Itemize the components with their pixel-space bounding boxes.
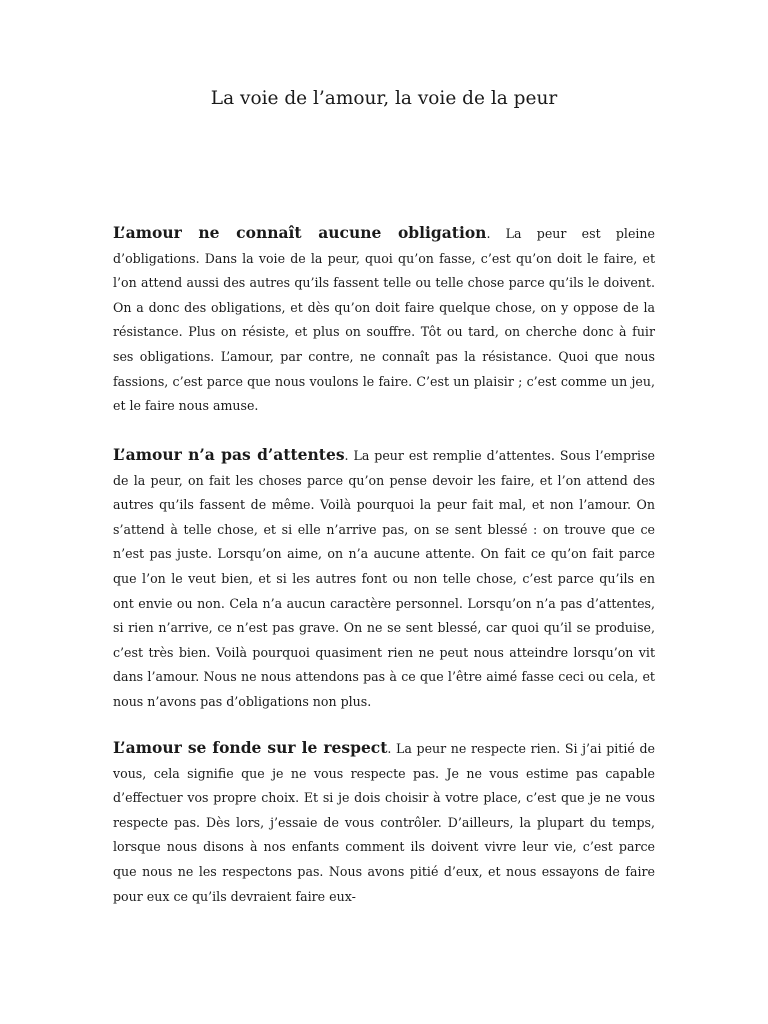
paragraph-body: . La peur est remplie d’attentes. Sous l’emprise de la peur, on fait les choses parce qu’on pense devoir les faire, et l’on attend des autres qu’ils fassent de même. Voilà pourquoi la peur fait mal, et non l’amour. On s’attend à telle chose, et si elle n’arrive pas, on se sent blessé : on trouve que ce n’est pas juste. Lorsqu’on aime, on n’a aucune attente. On fait ce qu’on fait parce que l’on le veut bien, et si les autres font ou non telle chose, c’est parce qu’ils en ont envie ou non. Cela n’a aucun caractère personnel. Lorsqu’on n’a pas d’attentes, si rien n’arrive, ce n’est pas grave. On ne se sent blessé, car quoi qu’il se produise, c’est très bien. Voilà pourquoi quasiment rien ne peut nous atteindre lorsqu’on vit dans l’amour. Nous ne nous attendons pas à ce que l’être aimé fasse ceci ou cela, et nous n’avons pas d’obligations non plus. [113, 448, 655, 709]
paragraph-body: . La peur est pleine d’obligations. Dans la voie de la peur, quoi qu’on fasse, c’est qu’on doit le faire, et l’on attend aussi des autres qu’ils fassent telle ou telle chose parce qu’ils le doivent. On a donc des obligations, et dès qu’on doit faire quelque chose, on y oppose de la résistance. Plus on résiste, et plus on souffre. Tôt ou tard, on cherche donc à fuir ses obligations. L’amour, par contre, ne connaît pas la résistance. Quoi que nous fassions, c’est parce que nous voulons le faire. C’est un plaisir ; c’est comme un jeu, et le faire nous amuse. [113, 226, 655, 414]
paragraph-body: . La peur ne respecte rien. Si j’ai pitié de vous, cela signifie que je ne vous respecte pas. Je ne vous estime pas capable d’effectuer vos propre choix. Et si je dois choisir à votre place, c’est que je ne vous respecte pas. Dès lors, j’essaie de vous contrôler. D’ailleurs, la plupart du temps, lorsque nous disons à nos enfants comment ils doivent vivre leur vie, c’est parce que nous ne les respectons pas. Nous avons pitié d’eux, et nous essayons de faire pour eux ce qu’ils devraient faire eux- [113, 741, 655, 904]
paragraph-expectations [113, 443, 655, 715]
page-title: La voie de l’amour, la voie de la peur [210, 88, 558, 109]
paragraph-respect [113, 736, 655, 909]
paragraph-lead: L’amour se fonde sur le respect [113, 738, 388, 757]
paragraph-lead: L’amour ne connaît aucune obligation [113, 223, 487, 242]
paragraph-lead: L’amour n’a pas d’attentes [113, 445, 345, 464]
paragraph-obligation [113, 221, 655, 419]
